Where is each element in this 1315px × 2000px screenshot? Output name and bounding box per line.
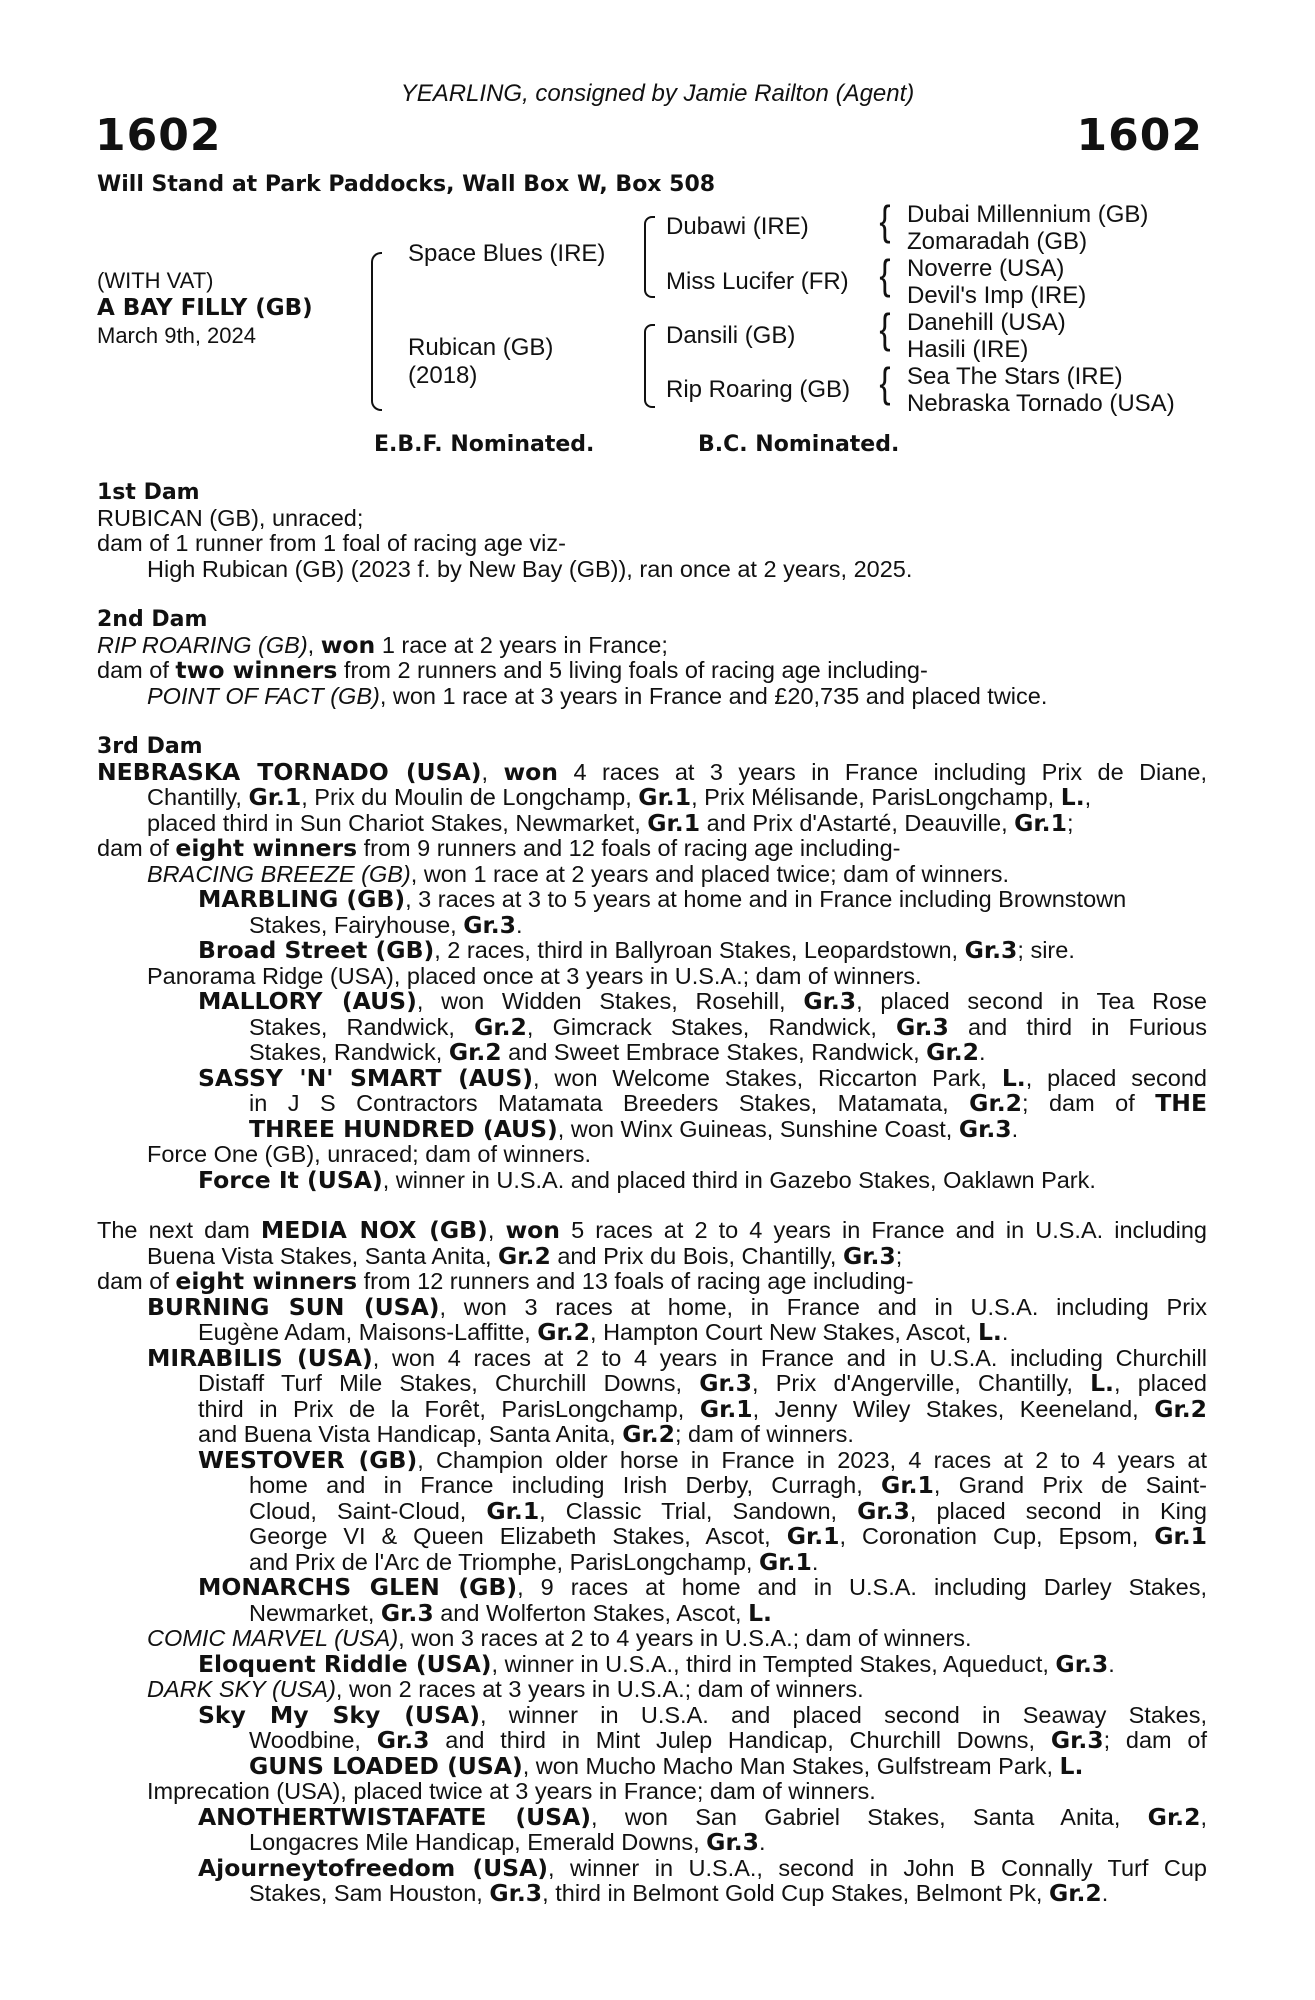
text-run: Cloud, Saint-Cloud, [249,1497,487,1524]
catalogue-line [97,1218,1207,1244]
catalogue-line [97,1091,1207,1117]
text-run: eight winners [175,834,358,862]
text-run: Gr.3 [463,910,517,939]
text-run: Gr.1 [248,783,302,811]
text-run: NEBRASKA TORNADO (USA) [97,757,482,786]
text-run: Distaff Turf Mile Stakes, Churchill Downs, [198,1370,700,1396]
text-run: MONARCHS GLEN (GB) [198,1573,518,1601]
text-run: WESTOVER (GB) [198,1445,418,1474]
text-run: , placed second in Tea Rose [856,988,1207,1014]
pedigree-brace-sire [644,216,655,298]
catalogue-line [97,557,1207,583]
catalogue-line [97,1114,1207,1143]
text-run: Gr.3 [376,1726,430,1754]
text-run: dam of [97,657,176,683]
text-run: Gr.2 [926,1038,979,1066]
text-run: Gr.2 [1154,1394,1207,1423]
text-run: ; sire. [1017,937,1075,963]
text-run: , [307,631,321,658]
text-run: Stakes, Sam Houston, [249,1880,490,1906]
text-run: 3rd Dam [97,734,203,759]
catalogue-line [97,938,1207,964]
text-run: , Prix d'Angerville, Chantilly, [752,1370,1091,1396]
text-run: Gr.2 [969,1089,1022,1117]
stand-location: Will Stand at Park Paddocks, Wall Box W, Box 508 [97,172,716,197]
catalogue-line [97,1751,1207,1780]
text-run: , [1084,784,1092,810]
text-run: Stakes, Fairyhouse, [249,911,464,938]
text-run: Buena Vista Stakes, Santa Anita, [147,1242,498,1269]
text-run: Chantilly, [147,784,249,810]
text-run: Imprecation (USA), placed twice at 3 years in France; dam of winners. [147,1778,876,1804]
text-run: MARBLING (GB) [198,885,406,913]
text-run: Gr.3 [706,1828,759,1856]
text-run: Gr.3 [842,1241,896,1270]
text-run: ; dam of winners. [675,1421,854,1447]
catalogue-line [97,684,1207,710]
text-run: 2nd Dam [97,607,208,632]
text-run: in J S Contractors Matamata Breeders Stakes, Matamata, [249,1090,970,1116]
text-run: Gr.1 [786,1522,840,1550]
text-run: Gr.1 [486,1496,540,1525]
text-run: eight winners [175,1267,358,1295]
text-run: George VI & Queen Elizabeth Stakes, Ascot, [249,1523,787,1549]
pedigree-dam-sire: Dansili (GB) [666,322,796,349]
text-run: , Prix Mélisande, ParisLongchamp, [691,784,1061,810]
text-run: , won 1 race at 3 years in France and £20,735 and placed twice. [379,682,1048,709]
catalogue-line [97,506,1207,532]
pedigree-sire-dam: Miss Lucifer (FR) [666,268,849,295]
ebf-nomination: E.B.F. Nominated. [374,432,595,457]
text-run: RUBICAN (GB), unraced; [97,504,364,531]
pedigree-dam: Rubican (GB) [408,334,554,361]
text-run: . [758,1829,766,1855]
text-run: GUNS LOADED (USA) [249,1751,523,1780]
text-run: placed third in Sun Chariot Stakes, Newmarket, [147,809,648,836]
text-run: , winner in U.S.A., second in John B Connally Turf Cup [548,1854,1207,1881]
text-run: Gr.3 [1050,1726,1104,1754]
catalogue-line [97,1320,1207,1346]
text-run: L. [748,1598,772,1627]
catalogue-line [97,1524,1207,1550]
catalogue-line [97,1626,1207,1652]
text-run: dam of [97,835,176,861]
catalogue-line [97,1728,1207,1754]
text-run: Gr.1 [1154,1522,1208,1550]
catalogue-line [97,1012,1207,1041]
catalogue-line [97,964,1207,990]
text-run: Eloquent Riddle (USA) [198,1649,492,1678]
text-run: L. [977,1318,1002,1346]
text-run: , Hampton Court New Stakes, Ascot, [590,1319,978,1345]
lot-number-left: 1602 [95,110,222,161]
catalogue-line [97,1343,1207,1372]
catalogue-line [97,1292,1207,1321]
pedigree-g1: Dubai Millennium (GB) [907,201,1149,228]
text-run: . [1101,1880,1109,1906]
text-run: Panorama Ridge (USA), placed once at 3 years in U.S.A.; dam of winners. [147,962,922,989]
text-run: . [811,1548,819,1575]
text-run: , Jenny Wiley Stakes, Keeneland, [752,1395,1155,1422]
catalogue-line [97,1779,1207,1805]
text-run: , [487,1217,506,1243]
text-run: , 2 races, third in Ballyroan Stakes, Leopardstown, [434,937,965,963]
catalogue-line [97,1575,1207,1601]
catalogue-line [97,1040,1207,1066]
catalogue-line [97,1802,1207,1831]
text-run: , placed [1113,1370,1207,1396]
text-run: Gr.3 [380,1598,434,1627]
text-run: and third in Mint Julep Handicap, Churchill Downs, [429,1727,1051,1753]
catalogue-line [97,1422,1207,1448]
catalogue-line [97,1165,1207,1194]
text-run: 4 races at 3 years in France including Prix de Diane, [558,758,1208,785]
catalogue-line [97,989,1207,1015]
catalogue-line [97,1598,1207,1627]
catalogue-line [97,1649,1207,1678]
text-run: L. [1059,1751,1084,1780]
pedigree-sire-sire: Dubawi (IRE) [666,213,809,240]
text-run: Gr.2 [448,1038,502,1066]
text-run: Gr.1 [759,1547,812,1576]
text-run: and Prix d'Astarté, Deauville, [700,809,1015,836]
text-run: , winner in U.S.A. and placed second in Seaway Stakes, [479,1701,1208,1728]
text-run: Gr.1 [647,808,701,837]
pedigree-brace-dam [644,324,655,408]
text-run: from 12 runners and 13 foals of racing age including- [357,1268,914,1294]
text-run: Ajourneytofreedom (USA) [198,1853,549,1882]
text-run: , won 4 races at 2 to 4 years in France and in U.S.A. including Churchill [372,1344,1207,1371]
text-run: COMIC MARVEL (USA) [147,1625,399,1651]
text-run: two winners [175,656,338,684]
text-run: . [516,911,523,938]
text-run: RIP ROARING (GB) [97,631,308,658]
text-run: BRACING BREEZE (GB) [147,860,411,887]
text-run: Woodbine, [249,1727,377,1753]
pedigree-g5: Danehill (USA) [907,309,1066,336]
catalogue-line [97,1241,1207,1270]
text-run: won [320,630,376,659]
catalogue-line [97,1881,1207,1907]
text-run: BURNING SUN (USA) [147,1292,440,1321]
text-run: Gr.3 [857,1496,910,1525]
text-run: dam of [97,1268,176,1294]
text-run: , third in Belmont Gold Cup Stakes, Belmont Pk, [542,1880,1049,1906]
text-run: The next dam [97,1217,261,1243]
catalogue-line [97,1677,1207,1703]
text-run: Longacres Mile Handicap, Emerald Downs, [249,1829,707,1855]
text-run: Gr.3 [958,1114,1012,1143]
pedigree-brace-main [371,252,382,411]
text-run: and Prix de l'Arc de Triomphe, ParisLongchamp, [249,1548,759,1575]
text-run: High Rubican (GB) (2023 f. by New Bay (GB)), ran once at 2 years, 2025. [147,555,913,582]
text-run: , won 1 race at 2 years and placed twice; dam of winners. [410,860,1010,887]
text-run: won [505,1216,561,1244]
pedigree-brace-g3: { [879,305,891,352]
pedigree-g4: Devil's Imp (IRE) [907,282,1087,309]
catalogue-line [97,910,1207,939]
text-run: 1st Dam [97,480,200,505]
spacer [97,1193,1207,1218]
text-run: , won 3 races at 2 to 4 years in U.S.A.; dam of winners. [398,1625,972,1651]
pedigree-brace-g4: { [879,359,891,406]
catalogue-line [97,757,1208,786]
pedigree-g7: Sea The Stars (IRE) [907,363,1123,390]
text-run: . [1011,1115,1019,1142]
text-run: . [1001,1319,1009,1345]
text-run: MIRABILIS (USA) [147,1343,373,1372]
text-run: 5 races at 2 to 4 years in France and in U.S.A. including [560,1217,1207,1243]
catalogue-line [97,1063,1207,1092]
text-run: Broad Street (GB) [198,936,435,964]
text-run: Force It (USA) [198,1165,383,1194]
catalogue-line [97,1394,1207,1423]
horse-name: A BAY FILLY (GB) [97,295,313,321]
text-run: L. [1001,1063,1026,1092]
spacer [97,582,1207,607]
text-run: , won 3 races at home, in France and in U.S.A. including Prix [439,1293,1207,1320]
catalogue-line [97,1371,1207,1397]
text-run: L. [1060,783,1085,811]
catalogue-line [97,836,1207,862]
section-heading [97,607,1207,633]
text-run: Gr.3 [489,1879,543,1907]
text-run: L. [1090,1369,1114,1397]
text-run: Gr.1 [699,1394,753,1423]
catalogue-line [97,630,1207,659]
text-run: THE [1155,1089,1208,1117]
text-run: dam of 1 runner from 1 foal of racing age viz- [97,530,566,556]
vat-note: (WITH VAT) [97,268,214,293]
text-run: , Gimcrack Stakes, Randwick, [526,1013,897,1040]
text-run: Gr.1 [1014,808,1067,837]
catalogue-line [97,1547,1207,1576]
pedigree-g8: Nebraska Tornado (USA) [907,390,1175,417]
pedigree-g3: Noverre (USA) [907,255,1065,282]
catalogue-line [97,1269,1207,1295]
text-run: ; dam of [1021,1090,1156,1116]
text-run: Eugène Adam, Maisons-Laffitte, [198,1319,538,1345]
text-run: , Classic Trial, Sandown, [539,1497,858,1524]
text-run: POINT OF FACT (GB) [147,682,380,709]
text-run: , Grand Prix de Saint- [933,1472,1207,1498]
text-run: Gr.2 [537,1318,591,1346]
foaling-date: March 9th, 2024 [97,323,256,348]
catalogue-line [97,1473,1207,1499]
spacer [97,709,1207,734]
text-run: Gr.1 [638,783,692,811]
section-heading [97,480,1207,506]
catalogue-line [97,531,1207,557]
text-run: Gr.2 [1147,1802,1201,1831]
catalogue-page-body [97,480,1207,1907]
text-run: Gr.3 [1055,1649,1109,1678]
catalogue-line [97,862,1207,888]
text-run: and Wolferton Stakes, Ascot, [433,1599,749,1626]
catalogue-line [97,1496,1207,1525]
pedigree-brace-g1: { [879,197,891,244]
text-run: ; [1066,809,1074,836]
catalogue-line [97,1830,1207,1856]
text-run: home and in France including Irish Derby, Curragh, [249,1472,882,1498]
text-run: , Coronation Cup, Epsom, [839,1523,1155,1549]
text-run: Force One (GB), unraced; dam of winners. [147,1141,592,1167]
text-run: Gr.3 [964,936,1018,964]
text-run: , won Mucho Macho Man Stakes, Gulfstream Park, [522,1752,1060,1779]
pedigree-g6: Hasili (IRE) [907,336,1029,363]
text-run: from 9 runners and 12 foals of racing age including- [357,835,901,861]
pedigree-g2: Zomaradah (GB) [907,228,1088,255]
text-run: , 9 races at home and in U.S.A. including Darley Stakes, [517,1574,1207,1600]
text-run: , won 2 races at 3 years in U.S.A.; dam of winners. [335,1676,864,1702]
text-run: , won Widden Stakes, Rosehill, [416,988,804,1014]
pedigree-sire: Space Blues (IRE) [408,240,606,267]
text-run: and Buena Vista Handicap, Santa Anita, [198,1421,623,1447]
text-run: MALLORY (AUS) [198,987,417,1015]
catalogue-line [97,1142,1207,1168]
text-run: , [481,758,504,785]
catalogue-line [97,1700,1208,1729]
text-run: Gr.3 [803,987,857,1015]
text-run: . [1108,1650,1115,1677]
text-run: , winner in U.S.A., third in Tempted Stakes, Aqueduct, [491,1650,1056,1677]
text-run: Gr.2 [498,1241,551,1270]
text-run: won [503,757,559,786]
text-run: , 3 races at 3 to 5 years at home and in France including Brownstown [405,886,1127,912]
text-run: , Prix du Moulin de Longchamp, [301,784,639,810]
text-run: Newmarket, [249,1599,381,1626]
text-run: , won Winx Guineas, Sunshine Coast, [557,1115,959,1142]
catalogue-line [97,1853,1207,1882]
text-run: MEDIA NOX (GB) [260,1216,488,1244]
text-run: , won San Gabriel Stakes, Santa Anita, [591,1803,1148,1830]
text-run: , placed second in King [909,1497,1207,1524]
text-run: and Prix du Bois, Chantilly, [550,1242,843,1269]
text-run: , Champion older horse in France in 2023, 4 races at 2 to 4 years at [417,1446,1207,1473]
text-run: . [978,1039,986,1065]
text-run: Sky My Sky (USA) [198,1700,480,1729]
text-run: from 2 runners and 5 living foals of racing age including- [337,657,928,683]
text-run: Stakes, Randwick, [249,1039,449,1065]
text-run: Stakes, Randwick, [249,1013,475,1040]
text-run: SASSY 'N' SMART (AUS) [198,1063,534,1092]
text-run: ; [895,1242,903,1269]
text-run: third in Prix de la Forêt, ParisLongchamp, [198,1395,700,1422]
catalogue-line [97,887,1207,913]
text-run: Gr.2 [474,1012,527,1041]
text-run: Gr.3 [699,1369,753,1397]
consignor-line: YEARLING, consigned by Jamie Railton (Agent) [400,80,915,107]
pedigree-brace-g2: { [879,251,891,298]
text-run: DARK SKY (USA) [147,1676,336,1702]
catalogue-line [97,785,1207,811]
text-run: , won Welcome Stakes, Riccarton Park, [533,1064,1002,1091]
catalogue-line [97,1445,1207,1474]
pedigree-dam-dam: Rip Roaring (GB) [666,376,851,403]
text-run: and Sweet Embrace Stakes, Randwick, [501,1039,927,1065]
text-run: ; dam of [1103,1727,1208,1753]
catalogue-line [97,658,1207,684]
text-run: Gr.1 [881,1471,934,1499]
text-run: , winner in U.S.A. and placed third in Gazebo Stakes, Oaklawn Park. [382,1166,1096,1193]
catalogue-line [97,808,1207,837]
text-run: , placed second [1025,1064,1207,1091]
text-run: and third in Furious [948,1013,1207,1040]
text-run: , [1200,1803,1207,1830]
text-run: Gr.3 [896,1012,949,1041]
text-run: 1 race at 2 years in France; [375,631,668,658]
pedigree-dam-year: (2018) [408,362,478,389]
text-run: Gr.2 [1048,1879,1102,1907]
lot-number-right: 1602 [1076,110,1203,161]
bc-nomination: B.C. Nominated. [698,432,900,457]
text-run: ANOTHERTWISTAFATE (USA) [198,1802,592,1831]
section-heading [97,734,1207,760]
text-run: Gr.2 [622,1420,675,1448]
text-run: THREE HUNDRED (AUS) [249,1114,558,1143]
